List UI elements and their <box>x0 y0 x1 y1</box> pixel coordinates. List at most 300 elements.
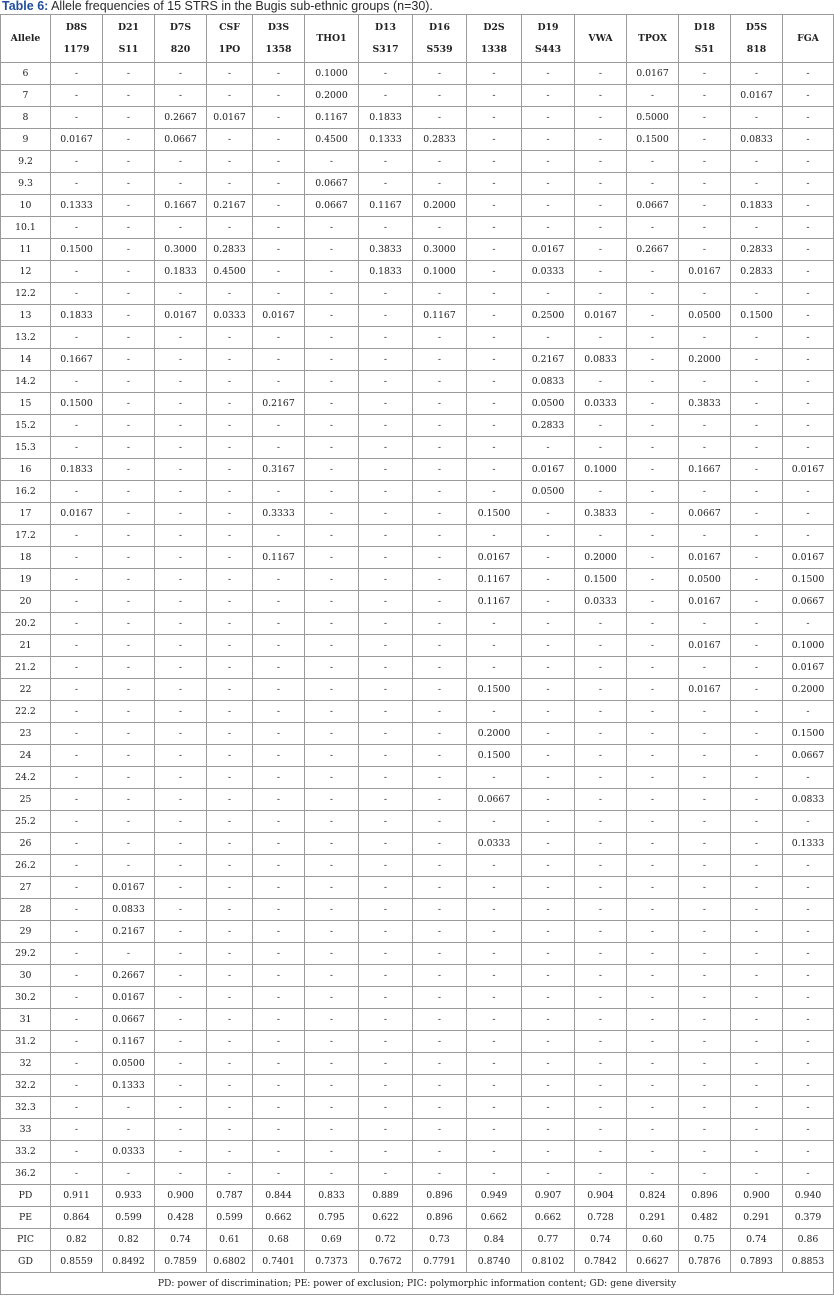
table-cell: 0.482 <box>679 1207 731 1229</box>
table-row <box>1 613 834 635</box>
table-cell: - <box>679 1141 731 1163</box>
row-label-cell: 26.2 <box>1 855 51 877</box>
table-cell: 0.0167 <box>783 657 834 679</box>
row-label-cell: 32 <box>1 1053 51 1075</box>
row-label-cell: 19 <box>1 569 51 591</box>
table-cell: - <box>413 503 467 525</box>
table-cell: 0.0167 <box>679 679 731 701</box>
table-cell: - <box>783 965 834 987</box>
column-header <box>413 15 467 63</box>
column-header-line2: 818 <box>746 43 767 55</box>
table-cell: - <box>305 1031 359 1053</box>
table-cell: 0.0667 <box>305 173 359 195</box>
table-cell: - <box>575 107 627 129</box>
table-cell: - <box>305 943 359 965</box>
table-cell: - <box>679 195 731 217</box>
table-cell: 0.0833 <box>731 129 783 151</box>
row-label-cell: 11 <box>1 239 51 261</box>
table-cell: - <box>731 899 783 921</box>
table-cell: - <box>627 437 679 459</box>
table-cell: - <box>207 723 253 745</box>
table-cell: - <box>522 1097 575 1119</box>
table-cell: - <box>253 107 305 129</box>
table-cell: - <box>522 789 575 811</box>
table-cell: - <box>575 173 627 195</box>
table-cell: - <box>103 349 155 371</box>
table-cell: - <box>731 767 783 789</box>
table-cell: - <box>207 811 253 833</box>
table-cell: - <box>155 767 207 789</box>
table-cell: - <box>467 349 522 371</box>
table-cell: - <box>359 943 413 965</box>
table-cell: - <box>253 1075 305 1097</box>
table-cell: 0.74 <box>575 1229 627 1251</box>
table-cell: - <box>305 767 359 789</box>
table-cell: - <box>522 195 575 217</box>
table-cell: 0.662 <box>467 1207 522 1229</box>
table-cell: 0.0667 <box>103 1009 155 1031</box>
table-cell: 0.0167 <box>51 503 103 525</box>
table-cell: - <box>731 1075 783 1097</box>
table-cell: - <box>783 437 834 459</box>
table-cell: - <box>207 525 253 547</box>
table-cell: 0.77 <box>522 1229 575 1251</box>
table-cell: - <box>253 283 305 305</box>
table-cell: - <box>51 613 103 635</box>
column-header-line2: 1179 <box>63 43 90 55</box>
row-label-cell: 23 <box>1 723 51 745</box>
table-cell: - <box>679 657 731 679</box>
table-cell: - <box>575 239 627 261</box>
table-cell: 0.0167 <box>679 261 731 283</box>
table-cell: - <box>155 987 207 1009</box>
table-cell: - <box>731 833 783 855</box>
table-cell: - <box>783 415 834 437</box>
table-cell: - <box>783 613 834 635</box>
table-cell: - <box>731 437 783 459</box>
table-cell: - <box>627 965 679 987</box>
table-cell: - <box>575 63 627 85</box>
table-cell: - <box>627 1097 679 1119</box>
table-cell: - <box>783 943 834 965</box>
table-cell: 0.2667 <box>103 965 155 987</box>
table-cell: - <box>413 657 467 679</box>
table-cell: - <box>679 415 731 437</box>
table-cell: - <box>467 1141 522 1163</box>
table-cell: 0.0167 <box>627 63 679 85</box>
table-cell: - <box>207 877 253 899</box>
table-row <box>1 833 834 855</box>
table-cell: - <box>207 657 253 679</box>
table-cell: - <box>253 1119 305 1141</box>
table-cell: - <box>51 107 103 129</box>
table-cell: - <box>413 349 467 371</box>
table-cell: - <box>522 723 575 745</box>
table-cell: - <box>731 965 783 987</box>
table-cell: - <box>51 437 103 459</box>
table-cell: - <box>575 811 627 833</box>
table-cell: - <box>305 987 359 1009</box>
row-label-cell: 21.2 <box>1 657 51 679</box>
table-cell: - <box>253 921 305 943</box>
table-row <box>1 283 834 305</box>
table-cell: - <box>305 349 359 371</box>
table-cell: - <box>413 525 467 547</box>
column-header-line1: D19 <box>537 21 559 33</box>
table-cell: - <box>467 327 522 349</box>
table-cell: - <box>305 811 359 833</box>
table-cell: - <box>783 1009 834 1031</box>
row-label-cell: 36.2 <box>1 1163 51 1185</box>
table-cell: - <box>207 921 253 943</box>
table-cell: 0.1833 <box>51 459 103 481</box>
table-cell: - <box>359 327 413 349</box>
table-row <box>1 239 834 261</box>
table-cell: - <box>305 635 359 657</box>
table-cell: 0.6627 <box>627 1251 679 1273</box>
table-cell: - <box>207 371 253 393</box>
table-cell: - <box>522 1163 575 1185</box>
table-cell: - <box>103 745 155 767</box>
table-cell: - <box>679 173 731 195</box>
table-cell: - <box>731 987 783 1009</box>
table-cell: - <box>413 481 467 503</box>
table-cell: - <box>413 965 467 987</box>
table-cell: 0.0167 <box>207 107 253 129</box>
row-label-cell: 6 <box>1 63 51 85</box>
table-cell: 0.7401 <box>253 1251 305 1273</box>
table-cell: 0.0500 <box>679 569 731 591</box>
column-header-line2: S51 <box>694 43 715 55</box>
table-cell: 0.1167 <box>413 305 467 327</box>
table-cell: - <box>103 1097 155 1119</box>
table-cell: - <box>522 503 575 525</box>
table-cell: - <box>627 1009 679 1031</box>
table-cell: - <box>103 371 155 393</box>
table-header <box>1 15 834 63</box>
table-cell: - <box>731 107 783 129</box>
table-cell: 0.1167 <box>305 107 359 129</box>
table-cell: - <box>155 899 207 921</box>
table-cell: 0.896 <box>413 1207 467 1229</box>
table-cell: 0.1500 <box>783 569 834 591</box>
table-cell: - <box>207 613 253 635</box>
table-cell: - <box>155 679 207 701</box>
table-cell: - <box>413 899 467 921</box>
table-cell: - <box>575 1053 627 1075</box>
table-cell: - <box>155 1119 207 1141</box>
table-cell: - <box>155 921 207 943</box>
table-cell: - <box>253 481 305 503</box>
table-cell: - <box>305 459 359 481</box>
table-cell: - <box>522 657 575 679</box>
table-cell: - <box>155 393 207 415</box>
table-cell: - <box>413 85 467 107</box>
table-cell: - <box>413 173 467 195</box>
table-cell: - <box>627 767 679 789</box>
table-caption <box>2 0 433 14</box>
column-header: VWA <box>575 15 627 63</box>
table-cell: - <box>522 855 575 877</box>
table-cell: - <box>51 921 103 943</box>
table-cell: 0.1000 <box>783 635 834 657</box>
table-row <box>1 437 834 459</box>
row-label-cell: 24.2 <box>1 767 51 789</box>
table-cell: - <box>51 1031 103 1053</box>
table-cell: - <box>575 613 627 635</box>
table-cell: - <box>467 1031 522 1053</box>
table-cell: - <box>522 1009 575 1031</box>
table-cell: - <box>467 283 522 305</box>
table-cell: - <box>51 1075 103 1097</box>
table-cell: - <box>207 635 253 657</box>
table-cell: 0.69 <box>305 1229 359 1251</box>
table-row <box>1 481 834 503</box>
table-cell: 0.2000 <box>783 679 834 701</box>
table-cell: - <box>467 459 522 481</box>
table-cell: 0.933 <box>103 1185 155 1207</box>
table-cell: - <box>359 393 413 415</box>
table-cell: - <box>253 1097 305 1119</box>
table-cell: - <box>783 239 834 261</box>
table-cell: 0.0833 <box>575 349 627 371</box>
table-cell: - <box>783 987 834 1009</box>
table-row <box>1 195 834 217</box>
table-row <box>1 63 834 85</box>
table-cell: 0.4500 <box>207 261 253 283</box>
table-cell: 0.1500 <box>467 679 522 701</box>
table-cell: - <box>155 943 207 965</box>
table-cell: 0.1500 <box>575 569 627 591</box>
table-row <box>1 1119 834 1141</box>
table-cell: - <box>627 635 679 657</box>
table-cell: 0.82 <box>103 1229 155 1251</box>
table-cell: - <box>103 767 155 789</box>
table-cell: - <box>207 745 253 767</box>
table-row <box>1 503 834 525</box>
table-cell: 0.896 <box>679 1185 731 1207</box>
table-cell: - <box>359 921 413 943</box>
table-cell: - <box>359 151 413 173</box>
table-cell: - <box>207 701 253 723</box>
table-cell: - <box>103 437 155 459</box>
table-cell: - <box>305 679 359 701</box>
column-header <box>467 15 522 63</box>
table-cell: 0.1167 <box>253 547 305 569</box>
table-cell: - <box>51 525 103 547</box>
table-cell: - <box>253 679 305 701</box>
table-cell: - <box>522 1119 575 1141</box>
table-cell: - <box>359 1141 413 1163</box>
table-cell: - <box>783 63 834 85</box>
table-cell: - <box>522 613 575 635</box>
table-cell: 0.1833 <box>51 305 103 327</box>
table-cell: - <box>51 151 103 173</box>
table-cell: - <box>731 1163 783 1185</box>
table-cell: - <box>783 1141 834 1163</box>
table-cell: - <box>627 723 679 745</box>
table-cell: - <box>783 921 834 943</box>
table-cell: - <box>522 943 575 965</box>
table-row <box>1 1031 834 1053</box>
table-cell: - <box>155 1009 207 1031</box>
table-cell: - <box>305 547 359 569</box>
table-cell: - <box>359 525 413 547</box>
table-cell: - <box>575 1075 627 1097</box>
column-header-line2: S443 <box>534 43 562 55</box>
table-cell: - <box>522 1075 575 1097</box>
table-cell: 0.0167 <box>51 129 103 151</box>
row-label-cell: 33 <box>1 1119 51 1141</box>
table-cell: - <box>627 459 679 481</box>
table-cell: 0.68 <box>253 1229 305 1251</box>
table-row <box>1 723 834 745</box>
table-cell: - <box>627 811 679 833</box>
table-cell: - <box>413 1097 467 1119</box>
table-cell: 0.0500 <box>679 305 731 327</box>
table-cell: - <box>731 613 783 635</box>
table-cell: 0.795 <box>305 1207 359 1229</box>
table-cell: - <box>679 1075 731 1097</box>
table-cell: - <box>103 261 155 283</box>
table-cell: - <box>359 459 413 481</box>
table-cell: - <box>305 217 359 239</box>
table-cell: 0.1667 <box>679 459 731 481</box>
table-cell: - <box>575 195 627 217</box>
table-cell: - <box>413 1053 467 1075</box>
table-cell: - <box>627 987 679 1009</box>
table-cell: - <box>413 393 467 415</box>
table-cell: - <box>731 327 783 349</box>
table-cell: - <box>207 1031 253 1053</box>
row-label-cell: 22 <box>1 679 51 701</box>
table-cell: - <box>627 569 679 591</box>
table-cell: - <box>522 921 575 943</box>
table-cell: - <box>253 371 305 393</box>
table-cell: - <box>575 877 627 899</box>
table-cell: - <box>679 899 731 921</box>
table-cell: - <box>359 547 413 569</box>
table-cell: - <box>253 789 305 811</box>
table-cell: - <box>155 1163 207 1185</box>
table-cell: 0.73 <box>413 1229 467 1251</box>
table-cell: - <box>575 371 627 393</box>
table-cell: - <box>575 1163 627 1185</box>
table-body <box>1 63 834 1273</box>
table-cell: - <box>253 987 305 1009</box>
table-cell: - <box>467 239 522 261</box>
table-cell: 0.1500 <box>467 745 522 767</box>
table-cell: - <box>679 481 731 503</box>
table-cell: 0.0333 <box>207 305 253 327</box>
table-cell: - <box>413 1141 467 1163</box>
table-cell: - <box>207 217 253 239</box>
table-cell: 0.2000 <box>413 195 467 217</box>
table-cell: - <box>783 1097 834 1119</box>
row-label-cell: 9.2 <box>1 151 51 173</box>
table-cell: - <box>413 569 467 591</box>
table-cell: 0.2833 <box>207 239 253 261</box>
table-cell: - <box>305 151 359 173</box>
table-cell: - <box>103 591 155 613</box>
table-cell: - <box>413 63 467 85</box>
table-cell: - <box>627 393 679 415</box>
table-cell: - <box>413 613 467 635</box>
table-cell: 0.907 <box>522 1185 575 1207</box>
table-cell: - <box>51 85 103 107</box>
table-cell: - <box>51 877 103 899</box>
column-header <box>155 15 207 63</box>
table-cell: 0.662 <box>522 1207 575 1229</box>
table-cell: - <box>207 1097 253 1119</box>
table-cell: - <box>359 591 413 613</box>
table-cell: - <box>253 173 305 195</box>
table-cell: - <box>103 283 155 305</box>
table-cell: - <box>467 415 522 437</box>
table-row <box>1 1207 834 1229</box>
table-cell: 0.3167 <box>253 459 305 481</box>
table-cell: - <box>155 591 207 613</box>
table-cell: - <box>627 701 679 723</box>
table-cell: 0.291 <box>731 1207 783 1229</box>
table-cell: - <box>679 745 731 767</box>
table-cell: - <box>679 767 731 789</box>
table-row <box>1 261 834 283</box>
table-cell: - <box>575 1141 627 1163</box>
table-cell: - <box>731 855 783 877</box>
table-cell: - <box>679 1031 731 1053</box>
table-cell: - <box>522 569 575 591</box>
table-cell: - <box>467 173 522 195</box>
table-row <box>1 657 834 679</box>
table-cell: - <box>731 283 783 305</box>
table-cell: - <box>103 415 155 437</box>
table-cell: - <box>522 283 575 305</box>
table-cell: - <box>305 437 359 459</box>
table-cell: - <box>575 921 627 943</box>
column-header <box>51 15 103 63</box>
table-cell: - <box>679 129 731 151</box>
table-cell: - <box>207 415 253 437</box>
table-cell: - <box>783 261 834 283</box>
table-cell: - <box>103 811 155 833</box>
table-cell: 0.3833 <box>359 239 413 261</box>
row-label-cell: 8 <box>1 107 51 129</box>
table-cell: - <box>305 701 359 723</box>
table-cell: - <box>413 459 467 481</box>
table-cell: - <box>467 767 522 789</box>
table-cell: 0.2167 <box>253 393 305 415</box>
table-cell: 0.0500 <box>522 393 575 415</box>
table-cell: - <box>207 85 253 107</box>
table-cell: - <box>253 1031 305 1053</box>
table-cell: - <box>467 393 522 415</box>
table-cell: 0.7842 <box>575 1251 627 1273</box>
table-cell: - <box>413 1009 467 1031</box>
table-cell: - <box>51 899 103 921</box>
table-cell: 0.0333 <box>467 833 522 855</box>
table-row <box>1 569 834 591</box>
table-cell: 0.72 <box>359 1229 413 1251</box>
table-cell: - <box>679 283 731 305</box>
row-label-cell: 22.2 <box>1 701 51 723</box>
table-cell: - <box>305 327 359 349</box>
table-cell: - <box>575 85 627 107</box>
table-row <box>1 151 834 173</box>
table-cell: - <box>155 701 207 723</box>
table-row <box>1 217 834 239</box>
table-cell: - <box>359 1009 413 1031</box>
